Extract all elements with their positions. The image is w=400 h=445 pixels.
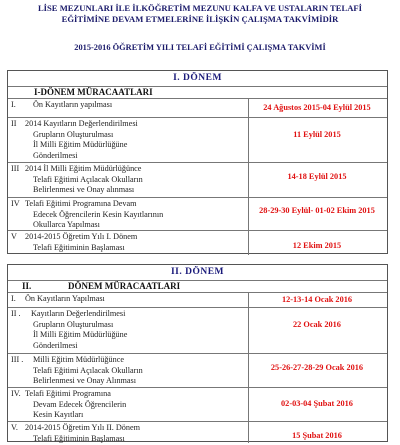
term1-title: I. DÖNEM xyxy=(173,73,222,83)
term1-row-3 xyxy=(8,162,387,197)
date-cell: 15 Şubat 2016 xyxy=(292,431,342,440)
activity-cell xyxy=(11,119,247,161)
term2-row-3 xyxy=(8,353,387,387)
activity-text-line: Belirlenmesi ve Onay Alınması xyxy=(33,376,137,386)
term1-schedule-table xyxy=(7,70,388,254)
row-number: II . xyxy=(11,309,21,318)
activity-cell xyxy=(11,389,247,421)
date-cell: 12 Ekim 2015 xyxy=(292,241,342,250)
date-cell: 12-13-14 Ocak 2016 xyxy=(281,295,353,304)
document-title-line-1: LİSE MEZUNLARI İLE İLKÖĞRETİM MEZUNU KALFA VE USTALARIN TELAFİ xyxy=(37,3,363,13)
row-number: III xyxy=(11,164,20,173)
activity-text-line: Kesin Kayıtları xyxy=(33,410,84,420)
activity-text-line: Telafi Eğitiminin Başlaması xyxy=(33,433,125,443)
activity-text-line: Okullarca Yapılması xyxy=(33,220,100,230)
activity-text-line: Grupların Oluşturulması xyxy=(33,129,114,139)
activity-cell xyxy=(11,199,247,231)
date-cell: 14-18 Eylül 2015 xyxy=(287,172,347,181)
term1-subheading-row xyxy=(8,86,387,98)
term2-schedule-table xyxy=(7,264,388,442)
activity-text-line: Belirlenmesi ve Onay alınması xyxy=(33,185,135,195)
activity-text-line: Devam Edecek Öğrencilerin xyxy=(33,399,127,409)
row-number: II xyxy=(11,119,17,128)
term1-subheading: I-DÖNEM MÜRACAATLARI xyxy=(34,87,153,97)
activity-text-first-line: 2014-2015 Öğretim Yılı II. Dönem xyxy=(25,423,140,432)
activity-cell xyxy=(11,355,247,387)
row-number: III . xyxy=(11,355,24,364)
activity-cell xyxy=(11,423,247,444)
activity-text-line: İl Milli Eğitim Müdürlüğüne xyxy=(33,330,128,340)
activity-cell xyxy=(11,100,247,111)
term2-subheading xyxy=(8,281,387,292)
activity-text-line: İl Milli Eğitim Müdürlüğüne xyxy=(33,140,128,150)
activity-text-line: Gönderilmesi xyxy=(33,340,78,350)
row-number: I. xyxy=(11,100,16,109)
activity-text-first-line: Ön Kayıtların Yapılması xyxy=(25,294,105,303)
date-cell: 25-26-27-28-29 Ocak 2016 xyxy=(270,363,364,372)
term1-title-row xyxy=(8,71,387,86)
term2-subheading-number: II. xyxy=(22,281,32,291)
term2-subheading-row xyxy=(8,280,387,292)
activity-text-line: Grupların Oluşturulması xyxy=(33,319,114,329)
row-number: V xyxy=(11,232,17,241)
activity-text-line: Edecek Öğrencilerin Kesin Kayıtlarının xyxy=(33,209,164,219)
activity-text-first-line: 2014 Kayıtların Değerlendirilmesi xyxy=(25,119,138,128)
term2-subheading-label: DÖNEM MÜRACAATLARI xyxy=(68,281,181,291)
date-cell: 22 Ocak 2016 xyxy=(293,320,341,329)
row-number: IV xyxy=(11,199,20,208)
activity-text-first-line: 2014-2015 Öğretim Yılı I. Dönem xyxy=(25,232,138,241)
activity-cell xyxy=(11,309,247,351)
date-cell: 11 Eylül 2015 xyxy=(293,130,341,139)
activity-text-line: Telafi Eğitiminin Başlaması xyxy=(33,242,125,252)
activity-cell xyxy=(11,294,247,305)
activity-text-first-line: 2014 İl Milli Eğitim Müdürlüğünce xyxy=(25,164,142,173)
term2-row-2 xyxy=(8,307,387,353)
term1-row-5 xyxy=(8,230,387,255)
activity-text-line: Telafi Eğitimi Açılacak Okulların xyxy=(33,174,143,184)
activity-text-line: Telafi Eğitimi Açılacak Okulların xyxy=(33,365,143,375)
term2-row-1 xyxy=(8,292,387,307)
activity-text-first-line: Ön Kayıtların yapılması xyxy=(33,100,113,109)
column-divider xyxy=(248,308,249,353)
row-number: I. xyxy=(11,294,16,303)
activity-text-line: Gönderilmesi xyxy=(33,150,78,160)
date-cell: 24 Ağustos 2015-04 Eylül 2015 xyxy=(263,103,371,112)
term2-row-4 xyxy=(8,387,387,421)
column-divider xyxy=(248,118,249,162)
term2-row-5 xyxy=(8,421,387,443)
activity-cell xyxy=(11,164,247,196)
document-title-line-2: EĞİTİMİNE DEVAM ETMELERİNE İLİŞKİN ÇALIŞMA TAKVİMİDİR xyxy=(61,14,339,24)
document-subtitle: 2015-2016 ÖĞRETİM YILI TELAFİ EĞİTİMİ ÇALIŞMA TAKVİMİ xyxy=(74,43,326,52)
term2-title-row xyxy=(8,265,387,280)
row-number: IV. xyxy=(11,389,21,398)
activity-text-first-line: Kayıtların Değerlendirilmesi xyxy=(31,309,126,318)
term1-row-1 xyxy=(8,98,387,117)
activity-text-first-line: Telafi Eğitimi Programına Devam xyxy=(25,199,137,208)
activity-text-first-line: Telafi Eğitimi Programına xyxy=(25,389,111,398)
activity-text-first-line: Milli Eğitim Müdürlüğünce xyxy=(33,355,124,364)
row-number: V. xyxy=(11,423,18,432)
activity-cell xyxy=(11,232,247,253)
term1-row-2 xyxy=(8,117,387,162)
term1-row-4 xyxy=(8,197,387,230)
date-cell: 02-03-04 Şubat 2016 xyxy=(281,399,353,408)
term2-title: II. DÖNEM xyxy=(170,267,225,277)
date-cell: 28-29-30 Eylül- 01-02 Ekim 2015 xyxy=(259,206,375,215)
